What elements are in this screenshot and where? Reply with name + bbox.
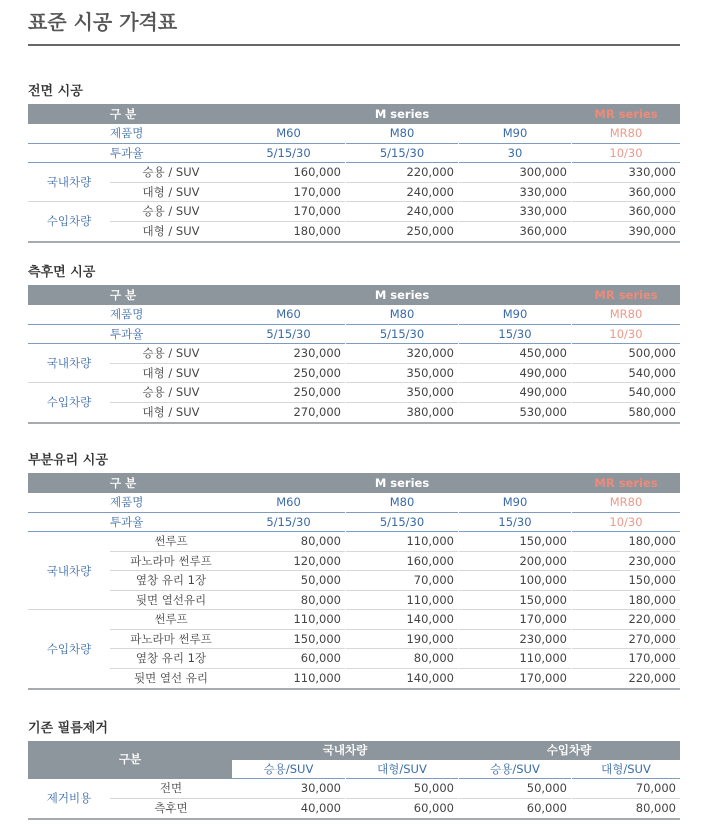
- page-title: 표준 시공 가격표: [28, 10, 178, 34]
- tint-m80: 5/15/30: [346, 325, 458, 345]
- price-cell: 180,000: [293, 223, 341, 238]
- mr-series-header: MR series: [594, 107, 658, 121]
- price-cell: 120,000: [232, 552, 345, 572]
- table-bottom-rule: [28, 422, 680, 424]
- tint-m60: 5/15/30: [232, 144, 345, 164]
- table-bottom-rule: [28, 688, 680, 690]
- table-row: [28, 779, 680, 799]
- group-domestic: [28, 163, 680, 202]
- price-cell: 140,000: [406, 670, 454, 685]
- product-label: 제품명: [110, 124, 232, 144]
- price-cell: 490,000: [459, 364, 571, 384]
- section-title-removal: 기존 필름제거: [28, 721, 108, 736]
- tint-mr80: 10/30: [572, 144, 680, 164]
- price-cell: 270,000: [293, 404, 341, 419]
- price-cell: 220,000: [346, 163, 458, 183]
- tint-m90: 15/30: [459, 325, 571, 345]
- product-m90: M90: [459, 493, 571, 513]
- price-cell: 530,000: [519, 404, 567, 419]
- table-row: [28, 552, 680, 572]
- row-label: 승용 / SUV: [110, 163, 232, 183]
- price-cell: 300,000: [459, 163, 571, 183]
- price-cell: 250,000: [406, 223, 454, 238]
- sub-header-domestic-large: 대형/SUV: [346, 760, 458, 779]
- sub-header-imported-large: 대형/SUV: [572, 760, 680, 779]
- table-row: [28, 202, 680, 222]
- tint-label: 투과율: [110, 513, 232, 533]
- group-label: 국내차량: [28, 163, 110, 202]
- price-cell: 170,000: [232, 183, 345, 203]
- table-row: [28, 344, 680, 364]
- price-cell: 180,000: [572, 532, 680, 552]
- tint-m60: 5/15/30: [232, 325, 345, 345]
- category-header: 구 분: [110, 107, 137, 121]
- sub-header-domestic-sedan: 승용/SUV: [232, 760, 345, 779]
- group-label: 수입차량: [46, 395, 92, 409]
- product-row: [28, 493, 680, 513]
- product-m80: M80: [346, 305, 458, 325]
- price-cell: 110,000: [232, 610, 345, 630]
- price-cell: 230,000: [459, 630, 571, 650]
- price-cell: 450,000: [459, 344, 571, 364]
- group-imported: [28, 383, 680, 422]
- price-cell: 220,000: [572, 610, 680, 630]
- row-label: 뒷면 열선유리: [110, 591, 232, 611]
- tint-m80: 5/15/30: [346, 144, 458, 164]
- price-cell: 70,000: [346, 571, 458, 591]
- product-m90: M90: [459, 124, 571, 144]
- table-header-row: [28, 473, 680, 493]
- table-bottom-rule: [28, 818, 680, 820]
- table-row: [28, 649, 680, 669]
- price-cell: 170,000: [519, 670, 567, 685]
- tint-m90: 30: [459, 144, 571, 164]
- sub-header-imported-sedan: 승용/SUV: [459, 760, 571, 779]
- price-cell: 180,000: [572, 591, 680, 611]
- category-header: 구분: [28, 741, 232, 779]
- price-cell: 360,000: [572, 202, 680, 222]
- row-label: 전면: [110, 779, 232, 799]
- price-cell: 160,000: [232, 163, 345, 183]
- tint-m60: 5/15/30: [232, 513, 345, 533]
- product-label: 제품명: [110, 305, 232, 325]
- price-cell: 250,000: [232, 364, 345, 384]
- m-series-header: M series: [374, 107, 430, 121]
- price-cell: 50,000: [346, 779, 458, 799]
- table-bottom-rule: [28, 241, 680, 243]
- price-cell: 70,000: [572, 779, 680, 799]
- row-label: 승용 / SUV: [110, 383, 232, 403]
- row-label: 대형 / SUV: [142, 404, 200, 419]
- price-cell: 40,000: [300, 800, 341, 815]
- price-cell: 110,000: [459, 649, 571, 669]
- product-m60: M60: [232, 305, 345, 325]
- price-cell: 60,000: [413, 800, 454, 815]
- price-cell: 230,000: [232, 344, 345, 364]
- product-m80: M80: [346, 124, 458, 144]
- price-cell: 110,000: [346, 591, 458, 611]
- category-header: 구 분: [110, 476, 137, 490]
- table-row: [28, 630, 680, 650]
- price-cell: 330,000: [459, 183, 571, 203]
- product-mr80: MR80: [572, 124, 680, 144]
- price-cell: 60,000: [232, 649, 345, 669]
- tint-m90: 15/30: [459, 513, 571, 533]
- price-cell: 240,000: [346, 202, 458, 222]
- group-removal: [28, 779, 680, 818]
- price-cell: 270,000: [572, 630, 680, 650]
- table-row: [28, 669, 680, 689]
- table-header-row: [28, 104, 680, 124]
- table-row: [28, 571, 680, 591]
- price-cell: 250,000: [232, 383, 345, 403]
- table-row: [28, 222, 680, 242]
- price-cell: 170,000: [232, 202, 345, 222]
- price-cell: 80,000: [232, 591, 345, 611]
- table-row: [28, 799, 680, 819]
- group-label: 국내차량: [28, 532, 110, 610]
- table-row: [28, 383, 680, 403]
- mr-series-header: MR series: [594, 476, 658, 490]
- domestic-header: 국내차량: [232, 741, 458, 760]
- group-label: 수입차량: [46, 214, 92, 228]
- price-cell: 330,000: [572, 163, 680, 183]
- price-cell: 150,000: [459, 532, 571, 552]
- price-cell: 380,000: [406, 404, 454, 419]
- section-title-partial: 부분유리 시공: [28, 453, 108, 468]
- price-cell: 30,000: [232, 779, 345, 799]
- price-cell: 350,000: [346, 383, 458, 403]
- price-cell: 360,000: [572, 183, 680, 203]
- price-table-front: [28, 104, 680, 243]
- group-imported: [28, 610, 680, 688]
- section-title-front: 전면 시공: [28, 84, 83, 99]
- row-label: 썬루프: [110, 610, 232, 630]
- product-mr80: MR80: [572, 305, 680, 325]
- price-cell: 110,000: [346, 532, 458, 552]
- price-cell: 140,000: [346, 610, 458, 630]
- price-cell: 110,000: [293, 670, 341, 685]
- price-table-removal: [28, 741, 680, 820]
- price-cell: 320,000: [346, 344, 458, 364]
- row-label: 옆창 유리 1장: [110, 649, 232, 669]
- price-cell: 220,000: [628, 670, 676, 685]
- row-label: 대형 / SUV: [142, 223, 200, 238]
- tint-row: [28, 325, 680, 345]
- table-row: [28, 403, 680, 423]
- price-table-partial: [28, 473, 680, 690]
- tint-label: 투과율: [110, 325, 232, 345]
- m-series-header: M series: [374, 476, 430, 490]
- price-cell: 200,000: [459, 552, 571, 572]
- price-cell: 490,000: [459, 383, 571, 403]
- tint-row: [28, 144, 680, 164]
- price-cell: 580,000: [628, 404, 676, 419]
- price-table-side-rear: [28, 285, 680, 424]
- group-imported: [28, 202, 680, 241]
- table-row: [28, 610, 680, 630]
- price-cell: 240,000: [346, 183, 458, 203]
- price-cell: 100,000: [459, 571, 571, 591]
- price-cell: 50,000: [459, 779, 571, 799]
- price-cell: 160,000: [346, 552, 458, 572]
- price-cell: 80,000: [232, 532, 345, 552]
- price-cell: 170,000: [459, 610, 571, 630]
- group-domestic: [28, 532, 680, 610]
- price-cell: 390,000: [628, 223, 676, 238]
- price-cell: 500,000: [572, 344, 680, 364]
- price-cell: 230,000: [572, 552, 680, 572]
- title-divider: [28, 44, 680, 46]
- tint-row: [28, 513, 680, 533]
- row-label: 승용 / SUV: [110, 344, 232, 364]
- product-m80: M80: [346, 493, 458, 513]
- m-series-header: M series: [374, 288, 430, 302]
- price-cell: 50,000: [232, 571, 345, 591]
- group-label: 수입차량: [46, 642, 92, 656]
- category-header: 구 분: [110, 288, 137, 302]
- price-cell: 360,000: [519, 223, 567, 238]
- product-m60: M60: [232, 493, 345, 513]
- row-label: 파노라마 썬루프: [110, 630, 232, 650]
- product-m90: M90: [459, 305, 571, 325]
- price-cell: 150,000: [572, 571, 680, 591]
- price-cell: 80,000: [635, 800, 676, 815]
- section-title-side-rear: 측후면 시공: [28, 265, 96, 280]
- table-row: [28, 364, 680, 384]
- tint-mr80: 10/30: [572, 513, 680, 533]
- tint-m80: 5/15/30: [346, 513, 458, 533]
- row-label: 옆창 유리 1장: [110, 571, 232, 591]
- table-row: [28, 532, 680, 552]
- row-label: 측후면: [154, 800, 188, 815]
- product-m60: M60: [232, 124, 345, 144]
- price-cell: 60,000: [526, 800, 567, 815]
- price-cell: 150,000: [459, 591, 571, 611]
- product-label: 제품명: [110, 493, 232, 513]
- price-cell: 80,000: [346, 649, 458, 669]
- table-row: [28, 163, 680, 183]
- price-cell: 170,000: [572, 649, 680, 669]
- product-row: [28, 305, 680, 325]
- group-domestic: [28, 344, 680, 383]
- imported-header: 수입차량: [458, 741, 680, 760]
- row-label: 파노라마 썬루프: [110, 552, 232, 572]
- tint-label: 투과율: [110, 144, 232, 164]
- row-label: 썬루프: [110, 532, 232, 552]
- table-header: [28, 741, 680, 779]
- table-row: [28, 591, 680, 611]
- price-cell: 190,000: [346, 630, 458, 650]
- price-cell: 330,000: [459, 202, 571, 222]
- price-cell: 540,000: [572, 364, 680, 384]
- table-header-row: [28, 285, 680, 305]
- product-row: [28, 124, 680, 144]
- group-label: 제거비용: [46, 791, 92, 805]
- row-label: 대형 / SUV: [110, 364, 232, 384]
- row-label: 대형 / SUV: [110, 183, 232, 203]
- row-label: 뒷면 열선 유리: [134, 670, 208, 685]
- group-label: 국내차량: [28, 344, 110, 383]
- price-cell: 350,000: [346, 364, 458, 384]
- table-row: [28, 183, 680, 203]
- price-cell: 540,000: [572, 383, 680, 403]
- row-label: 승용 / SUV: [110, 202, 232, 222]
- mr-series-header: MR series: [594, 288, 658, 302]
- price-cell: 150,000: [232, 630, 345, 650]
- tint-mr80: 10/30: [572, 325, 680, 345]
- product-mr80: MR80: [572, 493, 680, 513]
